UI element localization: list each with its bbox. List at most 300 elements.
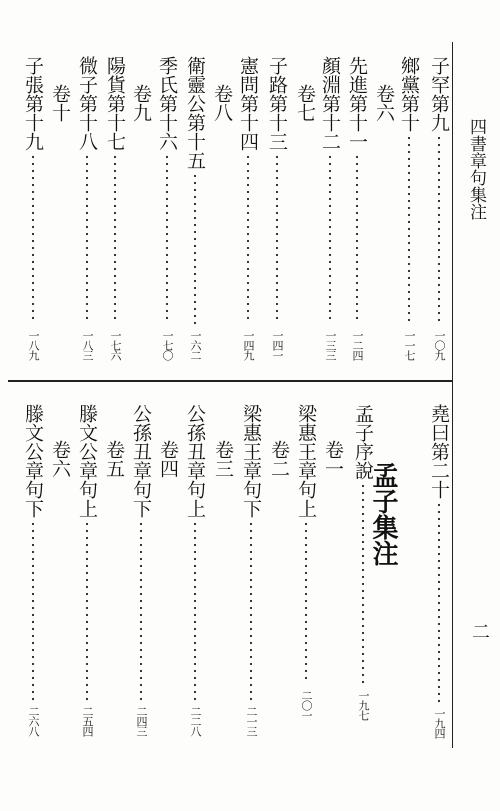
leader-dot <box>408 249 410 251</box>
leader-dot <box>408 256 410 258</box>
leader-dot <box>362 534 364 536</box>
leader-dot <box>250 607 252 609</box>
leader-dot <box>438 679 440 681</box>
leader-dot <box>305 544 307 546</box>
leader-dot <box>86 530 88 532</box>
leader-dot <box>32 607 34 609</box>
leader-dot <box>114 317 116 319</box>
leader-dot <box>194 635 196 637</box>
toc-entry-label: 子罕第九 <box>428 56 450 132</box>
page-number: 二 <box>469 622 490 640</box>
leader-dot <box>86 663 88 665</box>
leader-dot <box>32 649 34 651</box>
leader-dot <box>329 275 331 277</box>
leader-dot <box>438 567 440 569</box>
leader-dot <box>250 656 252 658</box>
leader-dot <box>194 558 196 560</box>
leader-dot <box>356 198 358 200</box>
toc-entry-label: 微子第十八 <box>76 56 98 151</box>
leader-dot <box>32 240 34 242</box>
toc-entry-page: 一九七 <box>357 690 370 720</box>
leader-dot <box>362 548 364 550</box>
toc-entry-label: 鄉黨第十 <box>398 56 420 132</box>
leader-dot <box>166 198 168 200</box>
leader-dot <box>356 233 358 235</box>
leader-dot <box>166 289 168 291</box>
toc-entry-page: 二一三 <box>245 706 258 736</box>
leader-dot <box>438 539 440 541</box>
leader-dot <box>32 198 34 200</box>
leader-dot <box>438 595 440 597</box>
leader-dot <box>194 259 196 261</box>
leader-dot <box>86 642 88 644</box>
leader-dot <box>408 158 410 160</box>
leader-dot <box>114 303 116 305</box>
leader-dot <box>194 196 196 198</box>
leader-dot <box>194 565 196 567</box>
leader-dot <box>250 621 252 623</box>
leader-dot <box>166 303 168 305</box>
leader-dot <box>329 212 331 214</box>
leader-dot <box>247 254 249 256</box>
leader-dot <box>114 184 116 186</box>
leader-dot <box>114 177 116 179</box>
toc-juan-label: 卷四 <box>157 440 179 478</box>
leader-dot <box>194 621 196 623</box>
leader-dot <box>329 303 331 305</box>
leader-dot <box>114 310 116 312</box>
leader-dot <box>140 530 142 532</box>
leader-dot <box>194 322 196 324</box>
leader-dot <box>114 233 116 235</box>
leader-dot <box>276 247 278 249</box>
leader-dot <box>32 156 34 158</box>
leader-dot <box>247 191 249 193</box>
leader-dot <box>408 298 410 300</box>
leader-dot <box>86 254 88 256</box>
leader-dot <box>86 268 88 270</box>
toc-entry-page: 一一七 <box>403 330 416 360</box>
leader-dot <box>356 247 358 249</box>
leader-dot <box>86 649 88 651</box>
leader-dot <box>362 527 364 529</box>
leader-dot <box>32 261 34 263</box>
leader-dot <box>166 233 168 235</box>
leader-dot <box>438 172 440 174</box>
leader-dot <box>86 544 88 546</box>
leader-dot <box>356 303 358 305</box>
leader-dot <box>166 226 168 228</box>
leader-dot <box>305 656 307 658</box>
leader-dot <box>32 254 34 256</box>
leader-dot <box>438 207 440 209</box>
leader-dot <box>408 186 410 188</box>
leader-dot <box>362 667 364 669</box>
leader-dot <box>362 597 364 599</box>
toc-juan-label: 卷九 <box>130 84 152 122</box>
leader-dot <box>438 214 440 216</box>
leader-dot <box>32 275 34 277</box>
leader-dot <box>438 305 440 307</box>
leader-dot <box>166 254 168 256</box>
leader-dot <box>408 242 410 244</box>
toc-entry-label: 季氏第十六 <box>156 56 178 151</box>
leader-dot <box>166 268 168 270</box>
leader-dot <box>32 219 34 221</box>
leader-dot <box>329 296 331 298</box>
leader-dot <box>438 242 440 244</box>
leader-dot <box>114 205 116 207</box>
leader-dot <box>250 677 252 679</box>
leader-dot <box>408 235 410 237</box>
leader-dot <box>86 156 88 158</box>
leader-dot <box>408 172 410 174</box>
leader-dot <box>140 558 142 560</box>
leader-dot <box>408 284 410 286</box>
leader-dot <box>276 212 278 214</box>
toc-entry-page: 一七六 <box>109 330 122 360</box>
leader-dot <box>194 551 196 553</box>
leader-dot <box>250 593 252 595</box>
leader-dot <box>166 170 168 172</box>
leader-dot <box>438 200 440 202</box>
leader-dot <box>250 558 252 560</box>
leader-dot <box>362 485 364 487</box>
leader-dot <box>140 593 142 595</box>
leader-dot <box>32 551 34 553</box>
leader-dot <box>247 261 249 263</box>
leader-dot <box>408 312 410 314</box>
leader-dot <box>114 219 116 221</box>
leader-dot <box>329 191 331 193</box>
leader-dot <box>86 628 88 630</box>
leader-dot <box>32 621 34 623</box>
leader-dot <box>32 170 34 172</box>
leader-dot <box>32 226 34 228</box>
leader-dot <box>438 672 440 674</box>
leader-dot <box>329 233 331 235</box>
leader-dot <box>86 191 88 193</box>
leader-dot <box>438 700 440 702</box>
leader-dot <box>140 607 142 609</box>
leader-dot <box>276 233 278 235</box>
leader-dot <box>32 691 34 693</box>
leader-dot <box>194 698 196 700</box>
leader-dot <box>140 621 142 623</box>
leader-dot <box>86 572 88 574</box>
leader-dot <box>32 677 34 679</box>
leader-dot <box>438 651 440 653</box>
leader-dot <box>166 296 168 298</box>
leader-dot <box>32 247 34 249</box>
leader-dot <box>140 628 142 630</box>
leader-dot <box>140 649 142 651</box>
leader-dot <box>250 635 252 637</box>
leader-dot <box>86 233 88 235</box>
leader-dot <box>194 252 196 254</box>
leader-dot <box>362 653 364 655</box>
leader-dot <box>114 261 116 263</box>
leader-dot <box>247 226 249 228</box>
leader-dot <box>247 205 249 207</box>
leader-dot <box>356 177 358 179</box>
toc-entry-page: 二五四 <box>81 706 94 736</box>
leader-dot <box>194 663 196 665</box>
leader-dot <box>166 177 168 179</box>
toc-entry-page: 二六八 <box>27 706 40 736</box>
leader-dot <box>86 621 88 623</box>
leader-dot <box>356 268 358 270</box>
leader-dot <box>32 184 34 186</box>
leader-dot <box>86 523 88 525</box>
toc-entry-page: 一二四 <box>351 330 364 360</box>
leader-dot <box>194 203 196 205</box>
running-head: 四書章句集注 <box>466 118 486 220</box>
leader-dot <box>32 663 34 665</box>
leader-dot <box>140 572 142 574</box>
leader-dot <box>140 537 142 539</box>
leader-dot <box>86 275 88 277</box>
leader-dot <box>329 163 331 165</box>
leader-dot <box>32 684 34 686</box>
leader-dot <box>362 674 364 676</box>
leader-dot <box>32 163 34 165</box>
leader-dot <box>86 289 88 291</box>
leader-dot <box>276 268 278 270</box>
leader-dot <box>276 198 278 200</box>
toc-entry-label: 滕文公章句下 <box>22 404 44 518</box>
leader-dot <box>86 607 88 609</box>
leader-dot <box>194 684 196 686</box>
leader-dot <box>250 586 252 588</box>
leader-dot <box>247 177 249 179</box>
leader-dot <box>408 193 410 195</box>
leader-dot <box>194 579 196 581</box>
leader-dot <box>356 226 358 228</box>
leader-dot <box>32 268 34 270</box>
leader-dot <box>305 558 307 560</box>
leader-dot <box>32 544 34 546</box>
leader-dot <box>32 530 34 532</box>
leader-dot <box>438 256 440 258</box>
leader-dot <box>32 642 34 644</box>
leader-dot <box>247 184 249 186</box>
leader-dot <box>362 499 364 501</box>
leader-dot <box>438 221 440 223</box>
toc-juan-label: 卷六 <box>49 440 71 478</box>
toc-entry-page: 一四一 <box>271 330 284 360</box>
leader-dot <box>438 186 440 188</box>
leader-dot <box>194 224 196 226</box>
leader-dot <box>194 231 196 233</box>
leader-dot <box>438 511 440 513</box>
leader-dot <box>32 296 34 298</box>
leader-dot <box>438 637 440 639</box>
leader-dot <box>194 691 196 693</box>
leader-dot <box>86 198 88 200</box>
leader-dot <box>194 572 196 574</box>
leader-dot <box>276 296 278 298</box>
leader-dot <box>276 219 278 221</box>
leader-dot <box>250 572 252 574</box>
toc-entry-page: 一九四 <box>433 708 446 738</box>
leader-dot <box>194 238 196 240</box>
leader-dot <box>166 163 168 165</box>
leader-dot <box>166 282 168 284</box>
leader-dot <box>408 200 410 202</box>
leader-dot <box>329 289 331 291</box>
leader-dot <box>329 177 331 179</box>
toc-entry-page: 一六二 <box>189 330 202 360</box>
leader-dot <box>32 205 34 207</box>
leader-dot <box>250 649 252 651</box>
leader-dot <box>356 240 358 242</box>
leader-dot <box>276 170 278 172</box>
leader-dot <box>438 144 440 146</box>
leader-dot <box>86 558 88 560</box>
leader-dot <box>247 170 249 172</box>
leader-dot <box>86 565 88 567</box>
leader-dot <box>408 228 410 230</box>
leader-dot <box>276 282 278 284</box>
leader-dot <box>194 189 196 191</box>
leader-dot <box>438 588 440 590</box>
leader-dot <box>362 618 364 620</box>
leader-dot <box>356 261 358 263</box>
leader-dot <box>362 583 364 585</box>
leader-dot <box>438 574 440 576</box>
leader-dot <box>114 163 116 165</box>
leader-dot <box>305 607 307 609</box>
leader-dot <box>408 291 410 293</box>
leader-dot <box>329 170 331 172</box>
leader-dot <box>438 249 440 251</box>
leader-dot <box>86 698 88 700</box>
leader-dot <box>305 565 307 567</box>
leader-dot <box>166 240 168 242</box>
leader-dot <box>438 270 440 272</box>
leader-dot <box>362 590 364 592</box>
leader-dot <box>140 691 142 693</box>
leader-dot <box>86 282 88 284</box>
leader-dot <box>114 282 116 284</box>
leader-dot <box>305 586 307 588</box>
leader-dot <box>140 684 142 686</box>
toc-entry-label: 子張第十九 <box>22 56 44 151</box>
leader-dot <box>356 310 358 312</box>
leader-dot <box>438 602 440 604</box>
leader-dot <box>329 268 331 270</box>
leader-dot <box>86 579 88 581</box>
leader-dot <box>86 656 88 658</box>
leader-dot <box>86 551 88 553</box>
leader-dot <box>166 261 168 263</box>
leader-dot <box>194 593 196 595</box>
leader-dot <box>140 523 142 525</box>
leader-dot <box>194 294 196 296</box>
leader-dot <box>86 670 88 672</box>
leader-dot <box>356 184 358 186</box>
leader-dot <box>276 254 278 256</box>
leader-dot <box>438 581 440 583</box>
leader-dot <box>329 247 331 249</box>
leader-dot <box>438 151 440 153</box>
leader-dot <box>250 663 252 665</box>
leader-dot <box>362 569 364 571</box>
leader-dot <box>356 254 358 256</box>
leader-dot <box>438 291 440 293</box>
leader-dot <box>438 284 440 286</box>
toc-juan-label: 卷六 <box>373 84 395 122</box>
leader-dot <box>438 623 440 625</box>
leader-dot <box>305 572 307 574</box>
toc-entry-page: 二二八 <box>189 706 202 736</box>
leader-dot <box>86 677 88 679</box>
leader-dot <box>140 614 142 616</box>
leader-dot <box>140 579 142 581</box>
leader-dot <box>408 319 410 321</box>
leader-dot <box>194 308 196 310</box>
leader-dot <box>140 586 142 588</box>
leader-dot <box>32 698 34 700</box>
leader-dot <box>166 317 168 319</box>
section-title: 孟子集注 <box>368 462 398 566</box>
leader-dot <box>247 282 249 284</box>
leader-dot <box>32 572 34 574</box>
leader-dot <box>276 317 278 319</box>
leader-dot <box>114 198 116 200</box>
leader-dot <box>276 205 278 207</box>
toc-entry-label: 公孫丑章句上 <box>184 404 206 518</box>
leader-dot <box>356 296 358 298</box>
leader-dot <box>247 310 249 312</box>
leader-dot <box>408 263 410 265</box>
leader-dot <box>408 151 410 153</box>
leader-dot <box>362 506 364 508</box>
leader-dot <box>276 275 278 277</box>
leader-dot <box>194 210 196 212</box>
leader-dot <box>276 226 278 228</box>
toc-entry-label: 先進第十一 <box>346 56 368 151</box>
leader-dot <box>114 226 116 228</box>
leader-dot <box>356 289 358 291</box>
leader-dot <box>362 681 364 683</box>
leader-dot <box>305 523 307 525</box>
toc-juan-label: 卷五 <box>103 440 125 478</box>
leader-dot <box>408 165 410 167</box>
leader-dot <box>86 240 88 242</box>
leader-dot <box>438 263 440 265</box>
leader-dot <box>194 586 196 588</box>
leader-dot <box>250 628 252 630</box>
leader-dot <box>194 182 196 184</box>
leader-dot <box>356 317 358 319</box>
leader-dot <box>362 625 364 627</box>
leader-dot <box>329 198 331 200</box>
leader-dot <box>329 317 331 319</box>
leader-dot <box>250 537 252 539</box>
leader-dot <box>305 677 307 679</box>
leader-dot <box>329 184 331 186</box>
leader-dot <box>86 261 88 263</box>
leader-dot <box>356 282 358 284</box>
leader-dot <box>276 177 278 179</box>
leader-dot <box>362 541 364 543</box>
leader-dot <box>194 537 196 539</box>
toc-juan-label: 卷七 <box>294 84 316 122</box>
leader-dot <box>438 518 440 520</box>
leader-dot <box>166 205 168 207</box>
